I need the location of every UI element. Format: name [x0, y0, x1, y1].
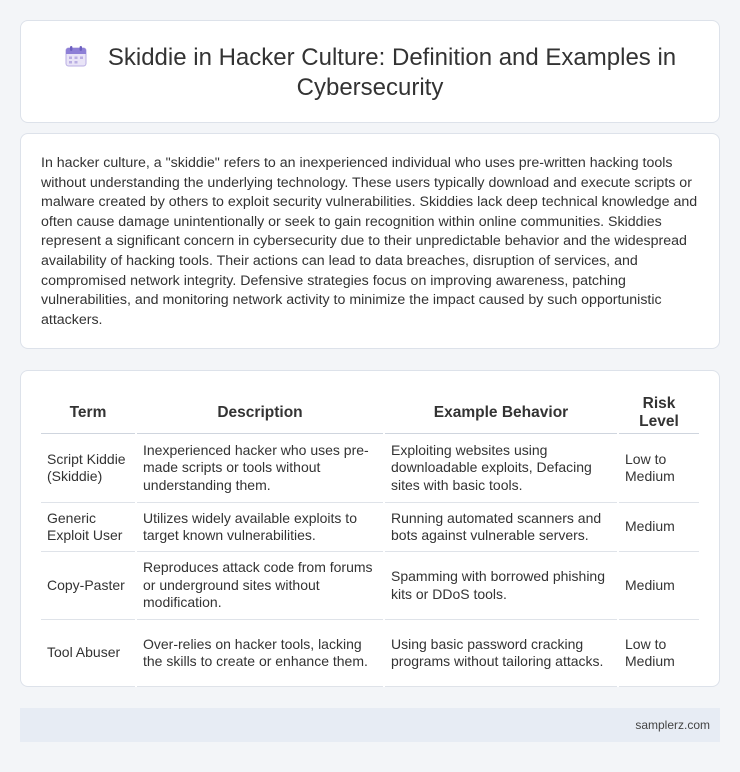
page-title	[21, 43, 719, 103]
table-row	[41, 620, 699, 687]
cell-description: Reproduces attack code from forums or underground sites without modification.	[136, 552, 384, 620]
cell-term: Generic Exploit User	[41, 503, 136, 552]
cell-risk: Medium	[618, 552, 699, 620]
skiddie-table	[41, 391, 699, 687]
table-header-row	[41, 391, 699, 434]
cell-description: Over-relies on hacker tools, lacking the skills to create or enhance them.	[136, 620, 384, 687]
header-description: Description	[136, 391, 384, 434]
cell-description: Utilizes widely available exploits to target known vulnerabilities.	[136, 503, 384, 552]
header-risk-level: Risk Level	[618, 391, 699, 434]
cell-example: Running automated scanners and bots against vulnerable servers.	[384, 503, 618, 552]
table-row	[41, 503, 699, 552]
footer-site-link[interactable]: samplerz.com	[635, 718, 710, 732]
cell-example: Using basic password cracking programs without tailoring attacks.	[384, 620, 618, 687]
cell-example: Exploiting websites using downloadable exploits, Defacing sites with basic tools.	[384, 434, 618, 503]
title-line-2: Cybersecurity	[296, 74, 444, 101]
footer	[20, 708, 720, 742]
header-example-behavior: Example Behavior	[384, 391, 618, 434]
header-term: Term	[41, 391, 136, 434]
cell-risk: Low to Medium	[618, 620, 699, 687]
table-row	[41, 552, 699, 620]
cell-term: Tool Abuser	[41, 620, 136, 687]
intro-card	[20, 133, 720, 349]
table-row	[41, 434, 699, 503]
title-card	[20, 20, 720, 123]
cell-example: Spamming with borrowed phishing kits or DDoS tools.	[384, 552, 618, 620]
calendar-icon	[64, 44, 88, 68]
title-line-1: Skiddie in Hacker Culture: Definition and Examples in	[107, 44, 677, 71]
cell-term: Script Kiddie (Skiddie)	[41, 434, 136, 503]
cell-term: Copy-Paster	[41, 552, 136, 620]
cell-risk: Low to Medium	[618, 434, 699, 503]
cell-description: Inexperienced hacker who uses pre-made scripts or tools without understanding them.	[136, 434, 384, 503]
table-card	[20, 370, 720, 687]
intro-paragraph: In hacker culture, a "skiddie" refers to an inexperienced individual who uses pre-written hacking tools without understanding the underlying technology. These users typically download and execute scripts or malware created by others to exploit security vulnerabilities. Skiddies lack deep technical knowledge and often cause damage unintentionally or seek to gain recognition within online communities. Skiddies represent a significant concern in cybersecurity due to their unpredictable behavior and the widespread availability of hacking tools. Their actions can lead to data breaches, disruption of services, and compromised network integrity. Defensive strategies focus on improving awareness, patching vulnerabilities, and monitoring network activity to minimize the impact caused by such opportunistic attackers.	[41, 155, 698, 328]
cell-risk: Medium	[618, 503, 699, 552]
